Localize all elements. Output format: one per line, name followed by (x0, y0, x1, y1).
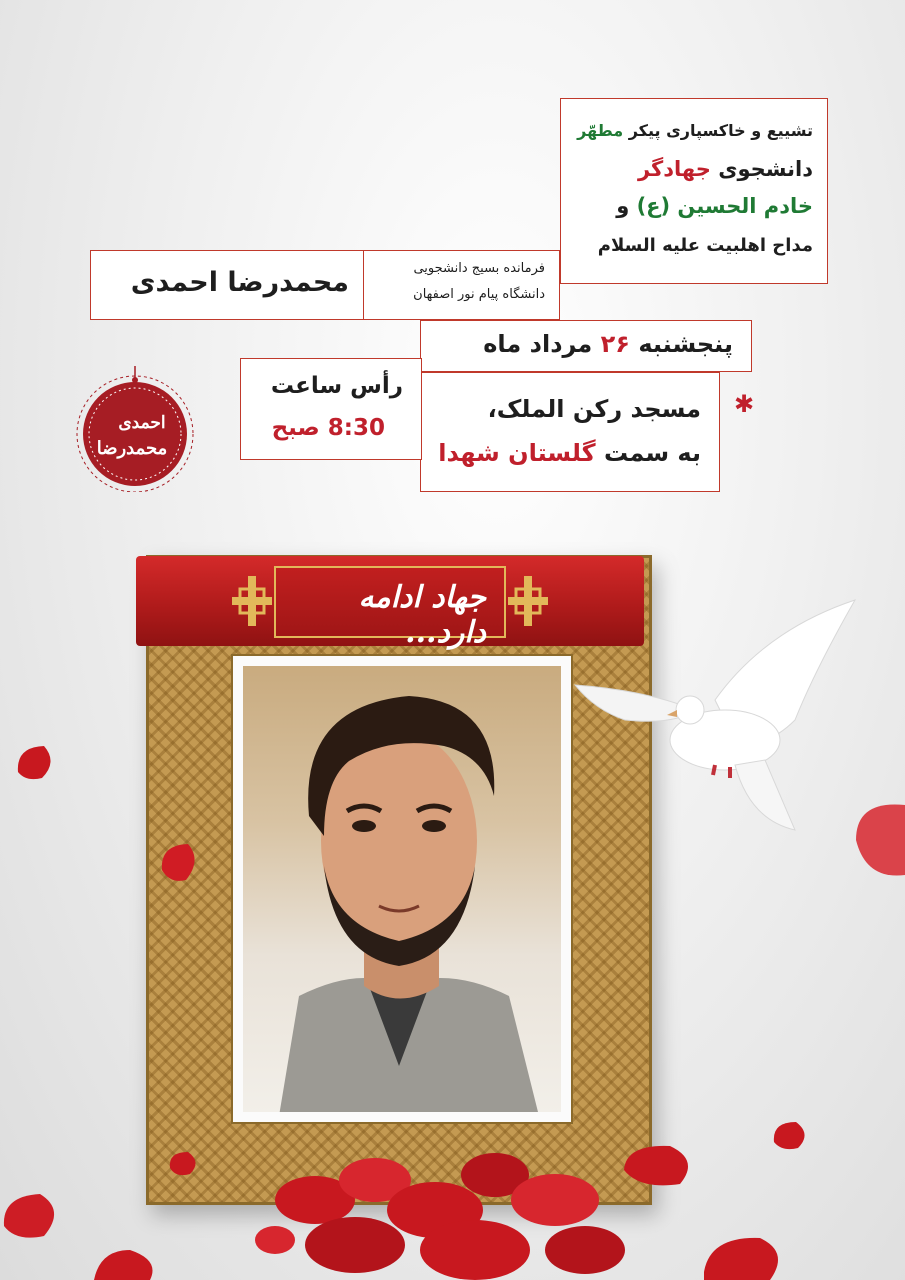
petal-icon (90, 1246, 160, 1280)
dove-icon (565, 590, 865, 840)
place-line-2: به سمت گلستان شهدا (438, 439, 701, 467)
place-box (420, 372, 720, 492)
photo-mat (231, 654, 573, 1124)
petal-icon (166, 1148, 202, 1178)
info-line-1: تشییع و خاکسپاری پیکر مطهّر (577, 121, 813, 140)
info-line-3: خادم الحسین (ع) و (616, 194, 813, 218)
asterisk-icon: ✱ (734, 390, 755, 418)
ribbon-panel (274, 566, 506, 650)
info-line-2: دانشجوی جهادگر (637, 157, 813, 181)
ornament-right-icon (508, 576, 548, 626)
divider (363, 251, 365, 319)
petal-icon (158, 840, 204, 886)
seal-line-1: احمدی (118, 413, 166, 433)
event-time: 8:30 صبح (271, 415, 385, 441)
petal-icon (700, 1232, 790, 1280)
info-box (560, 98, 828, 284)
role-line-2: دانشگاه پیام نور اصفهان (413, 287, 545, 302)
ornament-left-icon (232, 576, 272, 626)
name-box (90, 250, 560, 320)
seal-line-2: محمدرضا (96, 438, 168, 459)
petal-icon (14, 742, 58, 782)
person-name: محمدرضا احمدی (130, 267, 349, 298)
portrait-photo (243, 666, 561, 1112)
petal-icon (770, 1118, 812, 1152)
date-box (420, 320, 752, 372)
info-line-4: مداح اهلبیت علیه السلام (597, 235, 813, 256)
petal-icon (0, 1190, 66, 1242)
petal-pile (255, 1140, 635, 1280)
seal-emblem (72, 366, 198, 492)
event-date: پنجشنبه ۲۶ مرداد ماه (483, 330, 733, 358)
petal-icon (846, 800, 905, 880)
time-box (240, 358, 422, 460)
portrait-illustration (243, 666, 561, 1112)
place-line-1: مسجد رکن الملک، (487, 395, 701, 423)
role-line-1: فرمانده بسیج دانشجویی (413, 261, 545, 276)
ribbon-title: جهاد ادامه دارد... (358, 580, 486, 650)
time-label: رأس ساعت (270, 373, 403, 399)
